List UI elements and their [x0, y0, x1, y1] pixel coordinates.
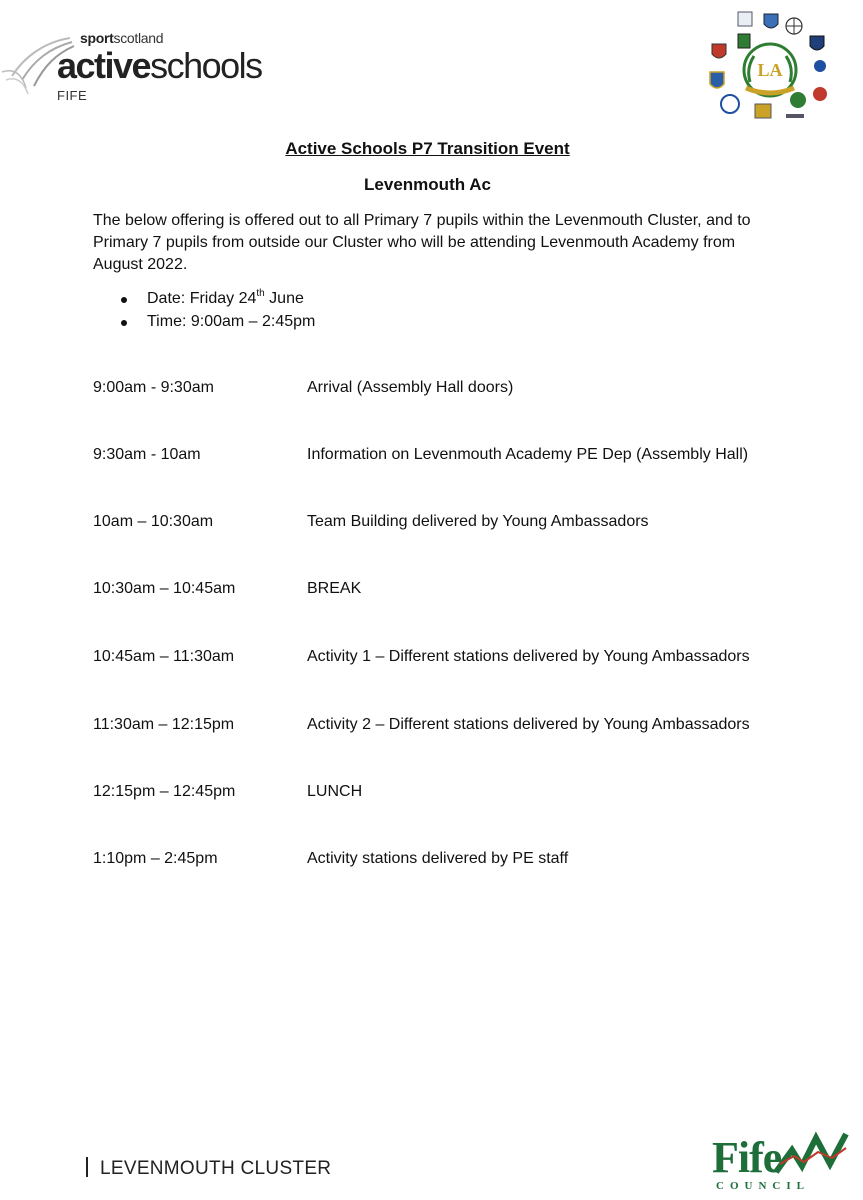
- date-text: Date: Friday 24th June: [147, 287, 304, 307]
- schedule-time: 12:15pm – 12:45pm: [93, 783, 236, 800]
- schedule-row: [93, 713, 793, 737]
- council-wordmark: COUNCIL: [716, 1180, 810, 1192]
- schedule-activity: Team Building delivered by Young Ambassadors: [307, 513, 649, 530]
- schedule-activity: BREAK: [307, 580, 362, 597]
- schedule-row: [93, 510, 793, 534]
- sportscotland-wordmark: sportscotland: [80, 30, 164, 46]
- intro-paragraph: The below offering is offered out to all Primary 7 pupils within the Levenmouth Cluster, and to Primary 7 pupils from outside our Cluster who will be attending Levenmouth Academy from August 2022.: [93, 212, 751, 273]
- schedule-activity: LUNCH: [307, 783, 363, 800]
- schedule-time: 9:00am - 9:30am: [93, 379, 214, 396]
- active-schools-logo: [0, 28, 262, 108]
- cluster-crest: [700, 8, 840, 126]
- footer-divider: [86, 1157, 88, 1177]
- footer-cluster-label: LEVENMOUTH CLUSTER: [86, 1157, 331, 1180]
- time-text: Time: 9:00am – 2:45pm: [147, 313, 316, 330]
- bullet-icon: [121, 320, 127, 326]
- schedule-activity: Arrival (Assembly Hall doors): [307, 379, 514, 396]
- schedule-time: 10:30am – 10:45am: [93, 580, 236, 597]
- schedule-activity: Information on Levenmouth Academy PE Dep (Assembly Hall): [307, 446, 749, 463]
- schedule-time: 11:30am – 12:15pm: [93, 716, 235, 733]
- schedule-row: [93, 443, 793, 467]
- fife-council-logo: [712, 1128, 852, 1196]
- fife-mountain-icon: [772, 1128, 850, 1188]
- schedule-time: 10am – 10:30am: [93, 513, 214, 530]
- levenmouth-academy-badge: [744, 44, 796, 96]
- logo-region: FIFE: [57, 88, 88, 103]
- schedule-row: [93, 577, 793, 601]
- svg-text:LA: LA: [757, 60, 783, 80]
- schedule-row: [93, 780, 793, 804]
- document-subtitle: Levenmouth Ac: [364, 175, 491, 194]
- schedule-activity: Activity 1 – Different stations delivered by Young Ambassadors: [307, 648, 750, 665]
- document-title: Active Schools P7 Transition Event: [285, 139, 570, 158]
- schedule-row: [93, 847, 793, 871]
- active-schools-wordmark: activeschools: [57, 45, 262, 86]
- schedule-activity: Activity 2 – Different stations delivered by Young Ambassadors: [307, 716, 750, 733]
- fife-wordmark: Fife: [712, 1133, 782, 1182]
- schedule-activity: Activity stations delivered by PE staff: [307, 850, 569, 867]
- schedule-time: 10:45am – 11:30am: [93, 648, 235, 665]
- bullet-icon: [121, 297, 127, 303]
- schedule-time: 1:10pm – 2:45pm: [93, 850, 218, 867]
- schedule-row: [93, 645, 793, 669]
- schedule-row: [93, 376, 793, 400]
- schedule-time: 9:30am - 10am: [93, 446, 201, 463]
